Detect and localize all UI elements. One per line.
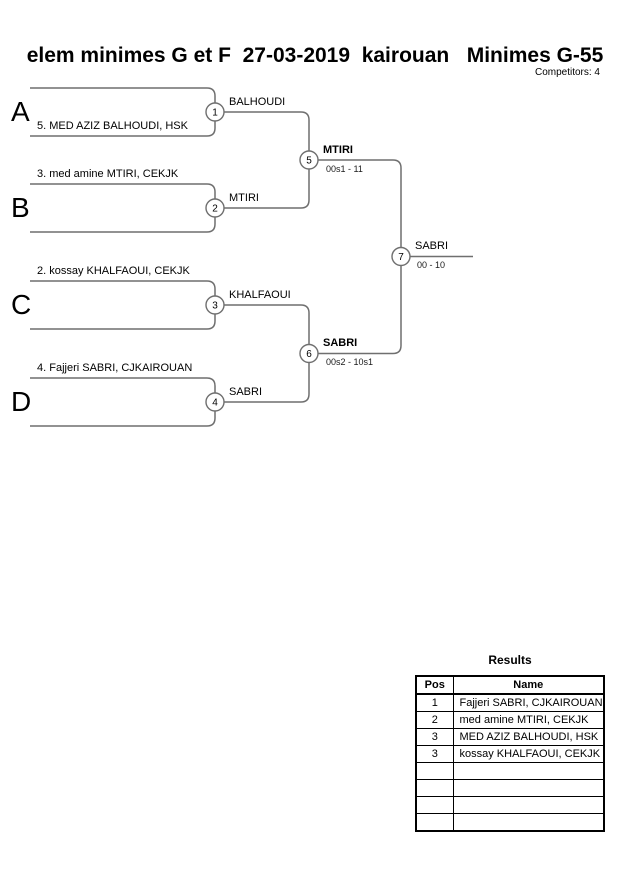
- results-header-row: [416, 676, 604, 694]
- result-name: med amine MTIRI, CEKJK: [453, 712, 604, 729]
- results-table: [415, 675, 605, 832]
- result-pos: [416, 763, 453, 780]
- player-a: 5. MED AZIZ BALHOUDI, HSK: [37, 120, 188, 132]
- player-d: 4. Fajjeri SABRI, CJKAIROUAN: [37, 362, 193, 374]
- result-pos: [416, 780, 453, 797]
- match-1-number: 1: [212, 107, 218, 119]
- result-pos: 3: [416, 746, 453, 763]
- match-6-number: 6: [306, 349, 312, 360]
- result-name: Fajjeri SABRI, CJKAIROUAN: [453, 694, 604, 712]
- table-row: [416, 729, 604, 746]
- group-label-d: D: [11, 386, 32, 417]
- match-6-score: 00s2 - 10s1: [326, 357, 374, 367]
- result-name: [453, 797, 604, 814]
- table-row: [416, 746, 604, 763]
- match-2-winner: MTIRI: [229, 192, 259, 204]
- match-5-score: 00s1 - 11: [326, 164, 363, 174]
- player-c: 2. kossay KHALFAOUI, CEKJK: [37, 265, 190, 277]
- match-2-number: 2: [212, 203, 218, 215]
- match-7-winner: SABRI: [415, 240, 449, 252]
- result-pos: 1: [416, 694, 453, 712]
- bracket-b-lines: [30, 184, 215, 232]
- match-5-number: 5: [306, 155, 312, 167]
- table-row: [416, 814, 604, 832]
- table-row: [416, 780, 604, 797]
- result-name: [453, 780, 604, 797]
- match-5-winner: MTIRI: [323, 144, 353, 156]
- match-4-number: 4: [212, 397, 218, 409]
- results-header-name: Name: [453, 676, 604, 694]
- match-4-winner: SABRI: [229, 386, 263, 398]
- results-title: Results: [488, 653, 532, 667]
- group-label-a: A: [11, 96, 30, 127]
- result-pos: [416, 797, 453, 814]
- result-pos: [416, 814, 453, 832]
- result-name: MED AZIZ BALHOUDI, HSK: [453, 729, 604, 746]
- table-row: [416, 712, 604, 729]
- bracket-c-lines: [30, 281, 215, 329]
- match-7-number: 7: [398, 252, 404, 263]
- match-6-winner: SABRI: [323, 337, 358, 349]
- result-name: kossay KHALFAOUI, CEKJK: [453, 746, 604, 763]
- group-label-b: B: [11, 192, 30, 223]
- match-1-winner: BALHOUDI: [229, 96, 286, 108]
- match-7-score: 00 - 10: [417, 260, 446, 270]
- match-3-number: 3: [212, 300, 218, 312]
- result-name: [453, 763, 604, 780]
- bracket-d-lines: [30, 378, 215, 426]
- player-b: 3. med amine MTIRI, CEKJK: [37, 168, 179, 180]
- result-name: [453, 814, 604, 832]
- competitors-count: Competitors: 4: [534, 67, 600, 78]
- match-3-winner: KHALFAOUI: [229, 289, 291, 301]
- result-pos: 3: [416, 729, 453, 746]
- table-row: [416, 797, 604, 814]
- group-label-c: C: [11, 289, 32, 320]
- result-pos: 2: [416, 712, 453, 729]
- results-header-pos: Pos: [416, 676, 453, 694]
- table-row: [416, 763, 604, 780]
- page-title: elem minimes G et F 27-03-2019 kairouan Minimes G-55: [26, 44, 604, 67]
- table-row: [416, 694, 604, 712]
- final-connector: [309, 160, 401, 354]
